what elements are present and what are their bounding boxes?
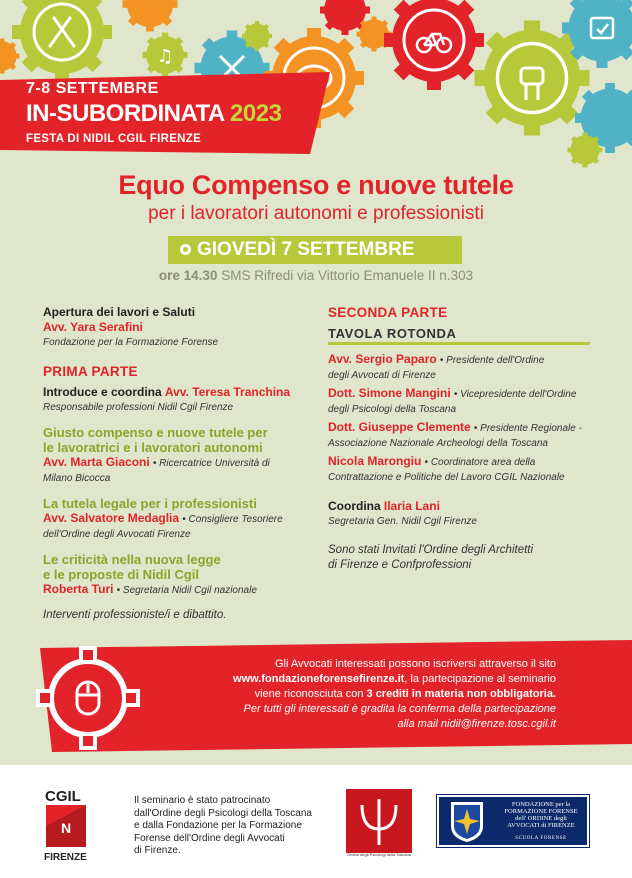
panelist-role: degli Psicologi della Toscana [328, 404, 457, 415]
foundation-name [495, 801, 587, 829]
intro-role: Responsabile professioni Nidil Cgil Firenze [43, 402, 234, 413]
panelist-role: • Presidente Regionale - [473, 423, 582, 434]
event-date-box [168, 236, 462, 264]
event-venue-line [0, 268, 632, 283]
opening-role: Fondazione per la Formazione Forense [43, 337, 219, 348]
intro-speaker: Avv. Teresa Tranchina [164, 385, 291, 399]
patronage-line: Il seminario è stato patrocinato [134, 795, 271, 806]
panelist-name: Avv. Sergio Paparo [328, 352, 437, 366]
panelist-role: Contrattazione e Politiche del Lavoro CGIL Nazionale [328, 472, 565, 483]
banner-title [26, 100, 281, 128]
patronage-line: e dalla Fondazione per la Formazione [134, 820, 302, 831]
coordinator-name: Ilaria Lani [383, 499, 440, 513]
cgil-logo-mid: N [61, 820, 72, 836]
info-website[interactable]: www.fondazioneforensefirenze.it [233, 673, 405, 685]
info-line-text: Per tutti gli interessati è gradita la conferma della partecipazione [243, 703, 556, 715]
talk-title: La tutela legale per i professionisti [43, 496, 257, 511]
coordinator-label: Coordina [328, 499, 381, 513]
opening-block [43, 305, 298, 350]
invited-line: Sono stati Invitati l'Ordine degli Architetti [328, 544, 534, 556]
talk-role: • Ricercatrice Università di [152, 458, 270, 469]
intro-label: Introduce e coordina [43, 385, 162, 399]
event-date: GIOVEDÌ 7 SETTEMBRE [197, 239, 415, 260]
panelist-role: Associazione Nazionale Archeologi della Toscana [328, 438, 548, 449]
info-line [136, 687, 556, 702]
coordinator-block [328, 499, 598, 529]
event-venue: SMS Rifredi via Vittorio Emanuele II n.303 [221, 268, 474, 283]
star-crest-icon [447, 800, 487, 844]
program-left-column [43, 305, 298, 623]
panelist-role: • Vicepresidente dell'Ordine [453, 389, 577, 400]
info-line: Gli Avvocati interessati possono iscriversi attraverso il sito [274, 658, 556, 670]
page-subtitle: per i lavoratori autonomi e professionisti [148, 203, 484, 224]
panelist-role: • Coordinatore area della [424, 457, 536, 468]
program-right-column [328, 305, 598, 573]
talk-block [43, 425, 298, 486]
banner-year: 2023 [230, 100, 282, 127]
foundation-line: dell' ORDINE degli [515, 815, 567, 822]
cgil-logo [44, 786, 90, 864]
circle-bullet-icon [180, 244, 191, 255]
psychologists-caption: Ordine degli Psicologi della Toscana [346, 852, 412, 857]
gear-green [12, 0, 112, 82]
event-time: ore 14.30 [158, 268, 218, 283]
banner-subtitle: FESTA DI NIDIL CGIL FIRENZE [26, 133, 202, 145]
part-one-heading: PRIMA PARTE [43, 364, 138, 379]
talk-speaker: Avv. Salvatore Medaglia [43, 511, 180, 525]
talk-speaker: Roberta Turi [43, 582, 114, 596]
foundation-line: FORMAZIONE FORENSE [504, 808, 578, 815]
talk-title: e le proposte di Nidil Cgil [43, 567, 200, 582]
panelist-name: Nicola Marongiu [328, 454, 422, 468]
forensic-foundation-logo [437, 795, 589, 847]
info-line-text: viene riconosciuta con [254, 688, 364, 700]
school-label: SCUOLA FORENSE [515, 836, 567, 841]
talk-role: dell'Ordine degli Avvocati Firenze [43, 529, 191, 540]
closing-note: Interventi professioniste/i e dibattito. [43, 609, 227, 621]
cgil-logo-top: CGIL [45, 788, 81, 805]
page-title: Equo Compenso e nuove tutele [118, 170, 514, 200]
info-line [136, 717, 556, 732]
foundation-line: FONDAZIONE per la [511, 801, 571, 808]
panelist-name: Dott. Simone Mangini [328, 386, 451, 400]
part-two-heading: SECONDA PARTE [328, 305, 448, 320]
invited-note [328, 543, 598, 573]
talk-block [43, 552, 298, 598]
panelist [328, 386, 598, 417]
talk-role: • Segretaria Nidil Cgil nazionale [116, 585, 257, 596]
info-line-text: , la partecipazione al seminario [404, 673, 556, 685]
banner-dates: 7-8 SETTEMBRE [26, 80, 159, 97]
panelist-role: degli Avvocati di Firenze [328, 370, 436, 381]
talk-role: • Consigliere Tesoriere [182, 514, 283, 525]
psychologists-order-logo [344, 786, 414, 858]
opening-label: Apertura dei lavori e Saluti [43, 305, 196, 319]
intro-block [43, 385, 298, 415]
coordinator-role: Segretaria Gen. Nidil Cgil Firenze [328, 516, 477, 527]
talk-title: Giusto compenso e nuove tutele per [43, 425, 268, 440]
banner-title-text: IN-SUBORDINATA [26, 100, 224, 127]
panelist-name: Dott. Giuseppe Clemente [328, 420, 471, 434]
talk-speaker: Avv. Marta Giaconi [43, 455, 150, 469]
patronage-line: Forense dell'Ordine degli Avvocati [134, 832, 285, 844]
info-email[interactable]: alla mail nidil@firenze.tosc.cgil.it [397, 718, 556, 730]
opening-speaker: Avv. Yara Serafini [43, 320, 143, 334]
music-icon: ♫ [157, 46, 174, 67]
panelist [328, 420, 598, 451]
info-credits: 3 crediti in materia non obbligatoria. [366, 688, 556, 700]
talk-title: le lavoratrici e i lavoratori autonomi [43, 440, 263, 455]
info-line [136, 672, 556, 687]
patronage-note [134, 795, 334, 858]
talk-role: Milano Bicocca [43, 473, 111, 484]
info-line [136, 702, 556, 717]
talk-block [43, 496, 298, 542]
panelist [328, 454, 598, 485]
panelist [328, 352, 598, 383]
panelist-role: • Presidente dell'Ordine [439, 355, 545, 366]
foundation-line: AVVOCATI di FIRENZE [507, 822, 575, 829]
invited-line: di Firenze e Confprofessioni [328, 559, 472, 571]
registration-info [136, 657, 556, 732]
cgil-logo-bottom: FIRENZE [44, 852, 87, 863]
talk-title: Le criticità nella nuova legge [43, 552, 221, 567]
roundtable-heading: TAVOLA ROTONDA [328, 326, 590, 345]
patronage-line: dall'Ordine degli Psicologi della Toscana [134, 807, 312, 819]
patronage-line: di Firenze. [134, 845, 181, 856]
